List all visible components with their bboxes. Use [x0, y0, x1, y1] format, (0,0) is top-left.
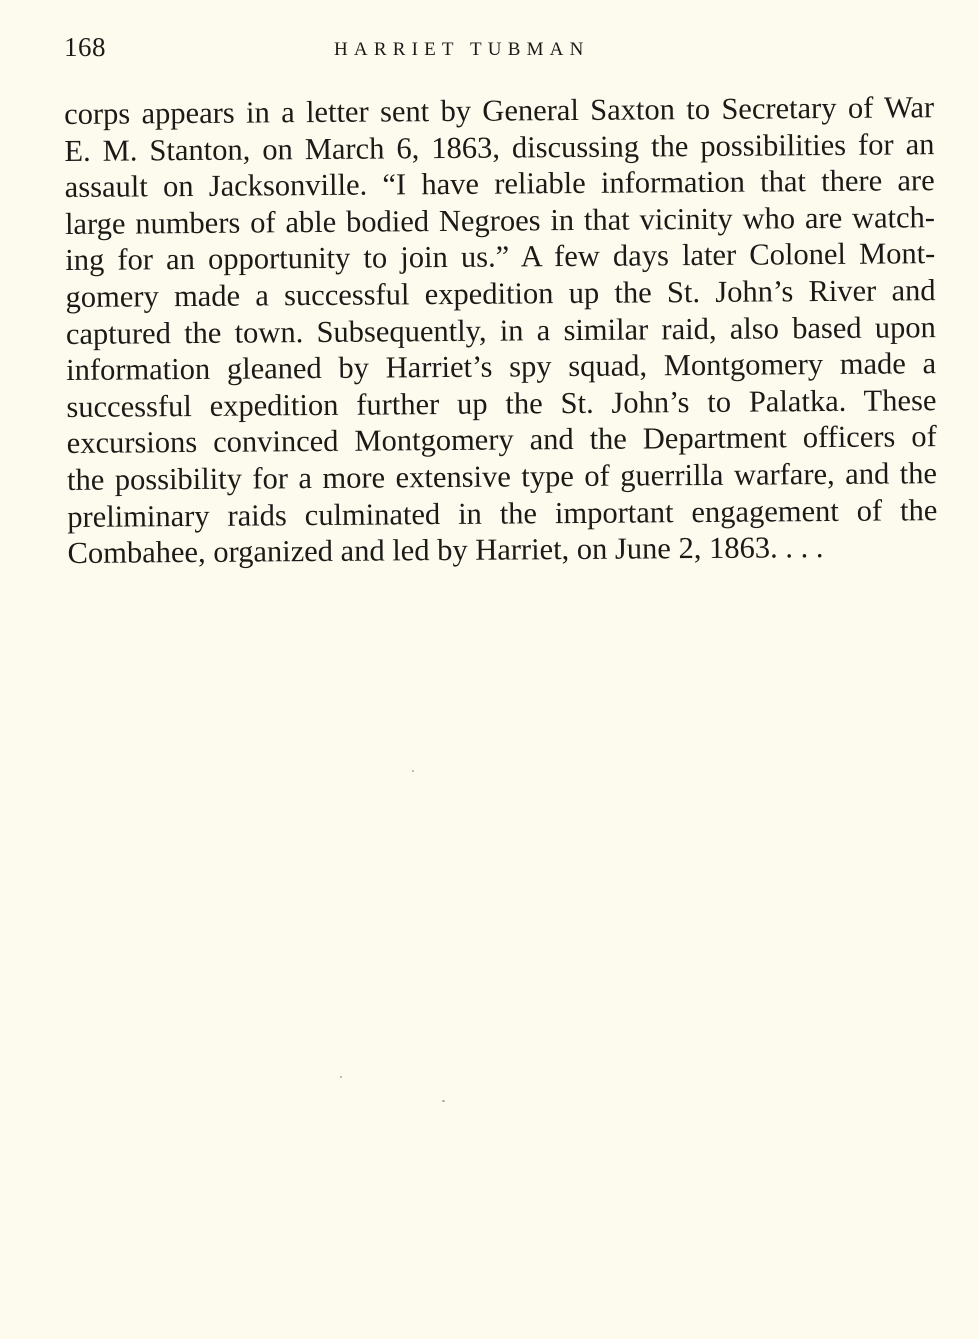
- body-paragraph: [64, 89, 938, 572]
- text-line: E. M. Stanton, on March 6, 1863, discussing the possibilities for an: [64, 126, 935, 168]
- page-number: 168: [64, 32, 106, 62]
- text-line: successful expedition further up the St. John’s to Palatka. These: [66, 382, 937, 424]
- text-line: information gleaned by Harriet’s spy squad, Montgomery made a: [66, 346, 937, 388]
- paper-speck: [412, 770, 414, 772]
- text-line: ing for an opportunity to join us.” A few days later Colonel Mont-: [65, 236, 936, 278]
- text-line: captured the town. Subsequently, in a similar raid, also based upon: [65, 309, 936, 351]
- text-line: gomery made a successful expedition up the St. John’s River and: [65, 273, 936, 314]
- text-line: the possibility for a more extensive type of guerrilla warfare, and the: [66, 456, 938, 497]
- paper-speck: [340, 1076, 342, 1078]
- text-line: Combahee, organized and led by Harriet, on June 2, 1863. . . .: [67, 530, 824, 571]
- text-line: assault on Jacksonville. “I have reliable information that there are: [64, 163, 935, 205]
- text-line: excursions convinced Montgomery and the Department officers of: [66, 419, 937, 461]
- running-head: HARRIET TUBMAN: [334, 39, 590, 60]
- text-line: large numbers of able bodied Negroes in that vicinity who are watch-: [64, 199, 936, 241]
- text-line: preliminary raids culminated in the important engagement of the: [67, 492, 938, 534]
- paper-speck: [442, 1100, 445, 1102]
- text-line: corps appears in a letter sent by General Saxton to Secretary of War: [64, 90, 935, 131]
